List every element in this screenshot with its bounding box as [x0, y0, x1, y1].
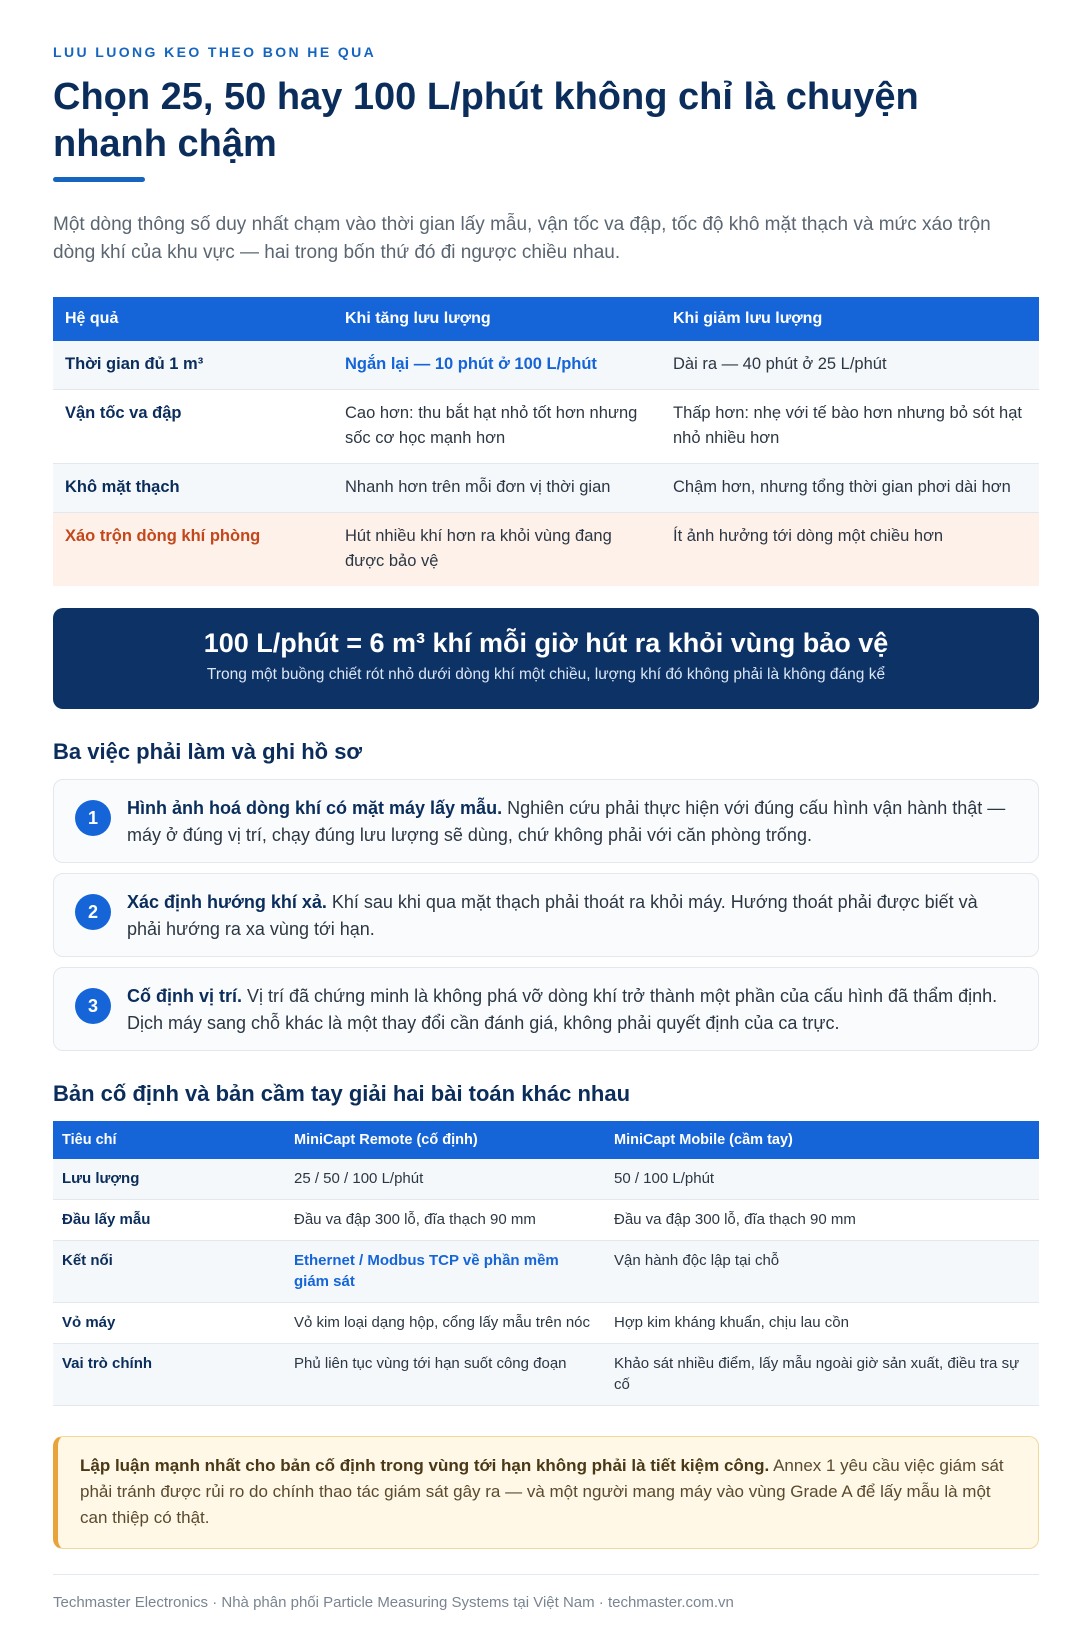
column-header: Tiêu chí	[53, 1121, 285, 1159]
table-cell: Chậm hơn, nhưng tổng thời gian phơi dài hơn	[661, 464, 1039, 513]
table-cell: 25 / 50 / 100 L/phút	[285, 1159, 605, 1200]
table-cell: Hút nhiều khí hơn ra khỏi vùng đang được bảo vệ	[333, 513, 661, 587]
table-row	[53, 1344, 1039, 1406]
effects-table	[53, 297, 1039, 586]
step-card	[53, 967, 1039, 1051]
table-cell: Thấp hơn: nhẹ với tế bào hơn nhưng bỏ sót hạt nhỏ nhiều hơn	[661, 390, 1039, 464]
callout-banner	[53, 608, 1039, 709]
table-cell: Phủ liên tục vùng tới hạn suốt công đoạn	[285, 1344, 605, 1406]
table-cell: Ethernet / Modbus TCP về phần mềm giám sát	[285, 1241, 605, 1303]
callout-subtext: Trong một buồng chiết rót nhỏ dưới dòng khí một chiều, lượng khí đó không phải là không đáng kể	[206, 666, 886, 683]
row-header-cell: Khô mặt thạch	[53, 464, 333, 513]
table-row	[53, 341, 1039, 390]
title-underline	[53, 177, 145, 182]
callout-headline: 100 L/phút = 6 m³ khí mỗi giờ hút ra khỏi vùng bảo vệ	[203, 628, 889, 658]
effects-table-header	[53, 297, 1039, 341]
table-cell: Dài ra — 40 phút ở 25 L/phút	[661, 341, 1039, 390]
table-row	[53, 1303, 1039, 1344]
step-title: Hình ảnh hoá dòng khí có mặt máy lấy mẫu.	[127, 798, 503, 818]
table-cell: Cao hơn: thu bắt hạt nhỏ tốt hơn nhưng sốc cơ học mạnh hơn	[333, 390, 661, 464]
step-text: Khí sau khi qua mặt thạch phải thoát ra khỏi máy. Hướng thoát phải được biết và phải hướng ra xa vùng tới hạn.	[127, 892, 978, 939]
step-number-badge: 1	[75, 800, 111, 836]
step-title: Xác định hướng khí xả.	[127, 892, 327, 912]
column-header: Khi giảm lưu lượng	[661, 297, 1039, 341]
row-header-cell: Kết nối	[53, 1241, 285, 1303]
step-title: Cố định vị trí.	[127, 986, 242, 1006]
note-box	[53, 1436, 1039, 1549]
row-header-cell: Đầu lấy mẫu	[53, 1200, 285, 1241]
table-cell: Nhanh hơn trên mỗi đơn vị thời gian	[333, 464, 661, 513]
table-cell: Vận hành độc lập tại chỗ	[605, 1241, 1039, 1303]
row-header-cell: Xáo trộn dòng khí phòng	[53, 513, 333, 587]
row-header-cell: Lưu lượng	[53, 1159, 285, 1200]
table-cell: Đầu va đập 300 lỗ, đĩa thạch 90 mm	[605, 1200, 1039, 1241]
row-header-cell: Thời gian đủ 1 m³	[53, 341, 333, 390]
column-header: Khi tăng lưu lượng	[333, 297, 661, 341]
table-cell: Ngắn lại — 10 phút ở 100 L/phút	[333, 341, 661, 390]
column-header: MiniCapt Remote (cố định)	[285, 1121, 605, 1159]
row-header-cell: Vỏ máy	[53, 1303, 285, 1344]
table-cell: Ít ảnh hưởng tới dòng một chiều hơn	[661, 513, 1039, 587]
table-cell: Đầu va đập 300 lỗ, đĩa thạch 90 mm	[285, 1200, 605, 1241]
footer-text: Techmaster Electronics · Nhà phân phối Particle Measuring Systems tại Việt Nam · techmaster.com.vn	[53, 1594, 734, 1611]
footer-divider	[53, 1574, 1039, 1575]
table-row	[53, 1200, 1039, 1241]
note-lead: Lập luận mạnh nhất cho bản cố định trong vùng tới hạn không phải là tiết kiệm công.	[80, 1456, 770, 1475]
section-heading-steps: Ba việc phải làm và ghi hồ sơ	[53, 739, 363, 764]
page-title: Chọn 25, 50 hay 100 L/phút không chỉ là chuyện nhanh chậm	[53, 76, 919, 165]
note-text: Annex 1 yêu cầu việc giám sát phải tránh được rủi ro do chính thao tác giám sát gây ra — và một người mang máy vào vùng Grade A để lấy mẫu là một can thiệp có thật.	[80, 1456, 1004, 1527]
lead-paragraph: Một dòng thông số duy nhất chạm vào thời gian lấy mẫu, vận tốc va đập, tốc độ khô mặt thạch và mức xáo trộn dòng khí của khu vực — hai trong bốn thứ đó đi ngược chiều nhau.	[53, 214, 991, 263]
table-row	[53, 464, 1039, 513]
row-header-cell: Vận tốc va đập	[53, 390, 333, 464]
step-number-badge: 2	[75, 894, 111, 930]
step-text: Vị trí đã chứng minh là không phá vỡ dòng khí trở thành một phần của cấu hình đã thẩm định. Dịch máy sang chỗ khác là một thay đổi cần đánh giá, không phải quyết định của ca trực.	[127, 986, 998, 1033]
table-cell: 50 / 100 L/phút	[605, 1159, 1039, 1200]
step-number-badge: 3	[75, 988, 111, 1024]
step-card	[53, 779, 1039, 863]
table-cell: Khảo sát nhiều điểm, lấy mẫu ngoài giờ sản xuất, điều tra sự cố	[605, 1344, 1039, 1406]
table-row	[53, 1241, 1039, 1303]
comparison-table-header	[53, 1121, 1039, 1159]
comparison-table	[53, 1121, 1039, 1406]
step-text: Nghiên cứu phải thực hiện với đúng cấu hình vận hành thật — máy ở đúng vị trí, chạy đúng lưu lượng sẽ dùng, chứ không phải với căn phòng trống.	[127, 798, 1006, 845]
section-heading-compare: Bản cố định và bản cầm tay giải hai bài toán khác nhau	[53, 1081, 631, 1106]
steps-list	[53, 779, 1039, 1061]
step-card	[53, 873, 1039, 957]
column-header: Hệ quả	[53, 297, 333, 341]
table-row	[53, 1159, 1039, 1200]
column-header: MiniCapt Mobile (cầm tay)	[605, 1121, 1039, 1159]
row-header-cell: Vai trò chính	[53, 1344, 285, 1406]
table-cell: Hợp kim kháng khuẩn, chịu lau cồn	[605, 1303, 1039, 1344]
eyebrow-label: LUU LUONG KEO THEO BON HE QUA	[53, 44, 377, 60]
table-row-highlight	[53, 513, 1039, 587]
table-row	[53, 390, 1039, 464]
table-cell: Vỏ kim loại dạng hộp, cổng lấy mẫu trên nóc	[285, 1303, 605, 1344]
